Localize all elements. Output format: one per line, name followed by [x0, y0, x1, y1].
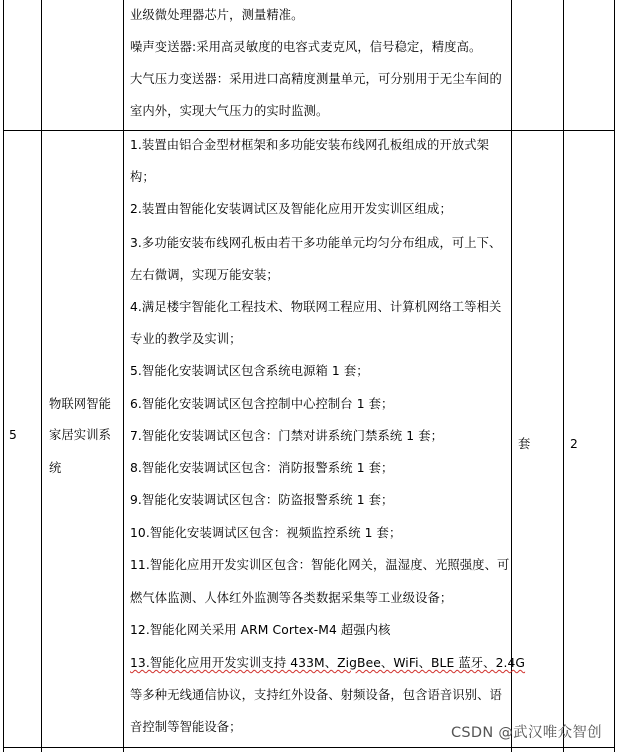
csdn-watermark: CSDN @武汉唯众智创: [450, 725, 602, 741]
table-border-left: [3, 0, 4, 752]
table-border-bottom: [3, 747, 615, 748]
spec-item-13: 13.智能化应用开发实训支持 433M、ZigBee、WiFi、BLE 蓝牙、2.4G: [130, 656, 526, 670]
description-line: 大气压力变送器：采用进口高精度测量单元，可分别用于无尘车间的: [130, 72, 502, 86]
spec-item-13-cont: 等多种无线通信协议，支持红外设备、射频设备，包含语音识别、语: [130, 688, 502, 702]
item-name-line: 统: [49, 461, 62, 475]
description-line: 室内外，实现大气压力的实时监测。: [130, 104, 329, 118]
item-name-line: 家居实训系: [49, 428, 111, 442]
row-index: 5: [9, 428, 17, 442]
column-divider: [563, 0, 564, 752]
spec-item-11: 11.智能化应用开发实训区包含：智能化网关，温湿度、光照强度、可: [130, 558, 510, 572]
spec-item-4-cont: 专业的教学及实训；: [130, 332, 242, 346]
column-divider: [123, 0, 124, 752]
column-divider: [511, 0, 512, 752]
spec-item-7: 7.智能化安装调试区包含：门禁对讲系统门禁系统 1 套；: [130, 429, 444, 443]
row-divider: [3, 130, 615, 131]
column-divider: [41, 0, 42, 752]
spec-item-12: 12.智能化网关采用 ARM Cortex-M4 超强内核: [130, 623, 391, 637]
spec-item-9: 9.智能化安装调试区包含：防盗报警系统 1 套；: [130, 493, 394, 507]
unit-cell: 套: [518, 437, 531, 451]
spec-item-8: 8.智能化安装调试区包含：消防报警系统 1 套；: [130, 461, 394, 475]
quantity-cell: 2: [570, 437, 578, 451]
spec-item-3: 3.多功能安装布线网孔板由若干多功能单元均匀分布组成，可上下、: [130, 236, 502, 250]
item-name-line: 物联网智能: [49, 397, 111, 411]
spec-item-11-cont: 燃气体监测、人体红外监测等各类数据采集等工业级设备；: [130, 591, 453, 605]
spec-item-1-cont: 构；: [130, 170, 155, 184]
spec-item-10: 10.智能化安装调试区包含：视频监控系统 1 套；: [130, 526, 402, 540]
table-border-right: [614, 0, 615, 752]
spec-item-6: 6.智能化安装调试区包含控制中心控制台 1 套；: [130, 397, 394, 411]
spec-item-3-cont: 左右微调，实现万能安装；: [130, 268, 279, 282]
description-line: 业级微处理器芯片，测量精准。: [130, 8, 304, 22]
description-line: 噪声变送器:采用高灵敏度的电容式麦克风，信号稳定，精度高。: [130, 40, 482, 54]
spec-item-13-cont: 音控制等智能设备；: [130, 720, 242, 734]
spec-item-1: 1.装置由铝合金型材框架和多功能安装布线网孔板组成的开放式架: [130, 138, 490, 152]
spec-item-5: 5.智能化安装调试区包含系统电源箱 1 套；: [130, 364, 369, 378]
spec-item-4: 4.满足楼宇智能化工程技术、物联网工程应用、计算机网络工等相关: [130, 300, 502, 314]
spec-item-2: 2.装置由智能化安装调试区及智能化应用开发实训区组成；: [130, 202, 452, 216]
